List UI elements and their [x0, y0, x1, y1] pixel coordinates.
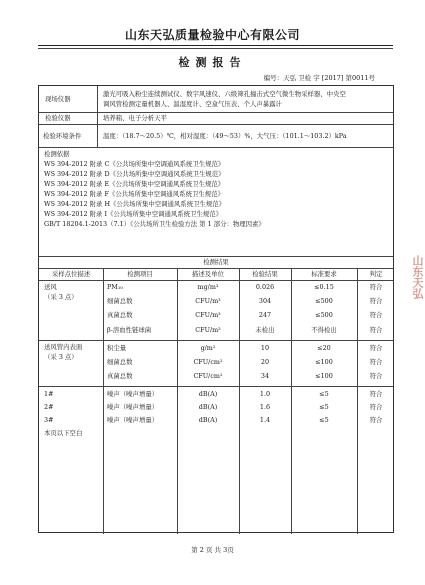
cell-unit: g/m² — [200, 344, 216, 352]
col-divider — [239, 268, 240, 534]
cell-verdict: 符合 — [369, 390, 383, 398]
cell-result: 未检出 — [255, 326, 275, 334]
cell-unit: CFU/m³ — [195, 297, 221, 305]
location-label: 2# — [44, 403, 54, 411]
cell-unit: dB(A) — [198, 403, 218, 411]
basis-label: 检测依据 — [44, 150, 70, 158]
basis-item: WS 394-2012 附录 F《公共场所集中空调通风系统卫生规范》 — [44, 190, 224, 198]
page-number: 第 2 页 共 3页 — [191, 546, 234, 554]
results-title: 检测结果 — [203, 258, 229, 266]
instruments-line2: 调风管检测定量机器人、温湿度计、空盒气压表、个人声暴露计 — [103, 100, 282, 108]
col-header: 采样点位描述 — [51, 270, 91, 278]
label-divider — [97, 86, 98, 147]
cell-unit: dB(A) — [198, 390, 218, 398]
cell-verdict: 符合 — [369, 416, 383, 424]
cell-item: β-溶血性链球菌 — [107, 326, 152, 334]
cell-item: 噪声（噪声增量） — [107, 403, 159, 411]
cell-result: 1.6 — [259, 403, 271, 411]
row-divider — [39, 280, 393, 281]
col-header: 判定 — [369, 270, 383, 278]
basis-item: WS 394-2012 附录 D《公共场所集中空调通风系统卫生规范》 — [44, 170, 225, 178]
cell-item: 真菌总数 — [107, 372, 133, 380]
cell-verdict: 符合 — [369, 326, 383, 334]
col-divider — [177, 268, 178, 534]
cell-item: 积尘量 — [107, 344, 127, 352]
cell-result: 10 — [260, 344, 270, 352]
cell-standard: ≤0.15 — [314, 283, 334, 291]
basis-item: WS 394-2012 附录 I《公共场所集中空调通风系统卫生规范》 — [44, 210, 222, 218]
cell-result: 247 — [258, 311, 272, 319]
basis-item: WS 394-2012 附录 E《公共场所集中空调通风系统卫生规范》 — [44, 180, 225, 188]
cell-verdict: 符合 — [369, 297, 383, 305]
location-label: 送风管内表面 — [44, 343, 83, 351]
cell-standard: ≤100 — [315, 372, 333, 380]
cell-standard: ≤20 — [317, 344, 331, 352]
report-serial: 编号：天弘 卫检 字 [2017] 第0011号 — [263, 74, 375, 82]
instruments-line1: 激光可吸入粉尘连续测试仪、数字风速仪、六级筛孔撞击式空气微生物采样器、中央空 — [103, 90, 346, 98]
col-header: 描述及单位 — [192, 270, 224, 278]
header-rule-thick — [38, 45, 393, 46]
cell-standard: ≤5 — [319, 403, 329, 411]
col-header: 检验结果 — [252, 270, 278, 278]
cell-unit: CFU/m³ — [195, 326, 221, 334]
cell-verdict: 符合 — [369, 311, 383, 319]
cell-result: 20 — [260, 358, 270, 366]
basis-item: WS 394-2012 附录 H《公共场所集中空调通风系统卫生规范》 — [44, 200, 226, 208]
lab-instruments-label: 检验仪器 — [45, 114, 71, 122]
cell-verdict: 符合 — [369, 358, 383, 366]
location-sub: （采 3 点） — [44, 293, 78, 301]
cell-standard: ≤500 — [315, 311, 333, 319]
cell-result: 1.0 — [259, 390, 271, 398]
cell-item: 细菌总数 — [107, 358, 133, 366]
col-divider — [357, 268, 358, 534]
cell-item: 真菌总数 — [107, 311, 133, 319]
col-divider — [291, 268, 292, 534]
cell-unit: CFU/m³ — [195, 311, 221, 319]
cell-unit: mg/m³ — [197, 283, 219, 291]
cell-item: PM₁₀ — [107, 283, 123, 291]
cell-item: 细菌总数 — [107, 297, 133, 305]
cell-standard: ≤5 — [319, 416, 329, 424]
location-label: 3# — [44, 416, 54, 424]
col-header: 检测项目 — [127, 270, 153, 278]
cell-item: 噪声（噪声增量） — [107, 390, 159, 398]
location-label: 送风 — [44, 283, 57, 291]
company-name: 山东天弘质量检验中心有限公司 — [124, 28, 300, 42]
cell-result: 0.026 — [255, 283, 275, 291]
col-divider — [103, 268, 104, 534]
cell-result: 1.4 — [259, 416, 271, 424]
cell-result: 304 — [258, 297, 272, 305]
basis-item: WS 394-2012 附录 C《公共场所集中空调通风系统卫生规范》 — [44, 160, 225, 168]
cell-verdict: 符合 — [369, 344, 383, 352]
cell-result: 34 — [260, 372, 270, 380]
header-rule-thin — [38, 48, 393, 49]
report-title: 检测报告 — [178, 56, 247, 69]
report-table — [38, 85, 394, 533]
row-divider — [39, 124, 393, 125]
row-divider — [39, 147, 393, 148]
cell-item: 噪声（噪声增量） — [107, 416, 159, 424]
cell-standard: ≤5 — [319, 390, 329, 398]
cell-standard: ≤500 — [315, 297, 333, 305]
basis-item: GB/T 18204.1-2013（7.1）《公共场所卫生检验方法 第 1 部分：物理因素》 — [44, 220, 265, 228]
cell-unit: CFU/cm² — [193, 372, 223, 380]
cell-standard: 不得检出 — [311, 326, 337, 334]
instruments-label: 现场仪器 — [45, 95, 71, 103]
location-label: 1# — [44, 390, 54, 398]
cell-verdict: 符合 — [369, 403, 383, 411]
row-divider — [39, 340, 393, 341]
seal-stamp: 山东天弘 — [411, 255, 424, 299]
cell-standard: ≤100 — [315, 358, 333, 366]
env-label: 检验环境条件 — [43, 132, 82, 140]
cell-verdict: 符合 — [369, 283, 383, 291]
cell-verdict: 符合 — [369, 372, 383, 380]
location-sub: （采 3 点） — [44, 353, 78, 361]
cell-unit: CFU/cm² — [193, 358, 223, 366]
lab-instruments-value: 培养箱、电子分析天平 — [103, 114, 167, 122]
row-divider — [39, 386, 393, 387]
env-value: 温度：（18.7～20.5）℃，相对湿度：（49～53）%，大气压：（101.1～103.2）kPa — [103, 132, 347, 140]
col-header: 标准要求 — [311, 270, 337, 278]
blank-note: 本页以下空白 — [44, 429, 83, 437]
cell-unit: dB(A) — [198, 416, 218, 424]
row-divider — [39, 112, 393, 113]
